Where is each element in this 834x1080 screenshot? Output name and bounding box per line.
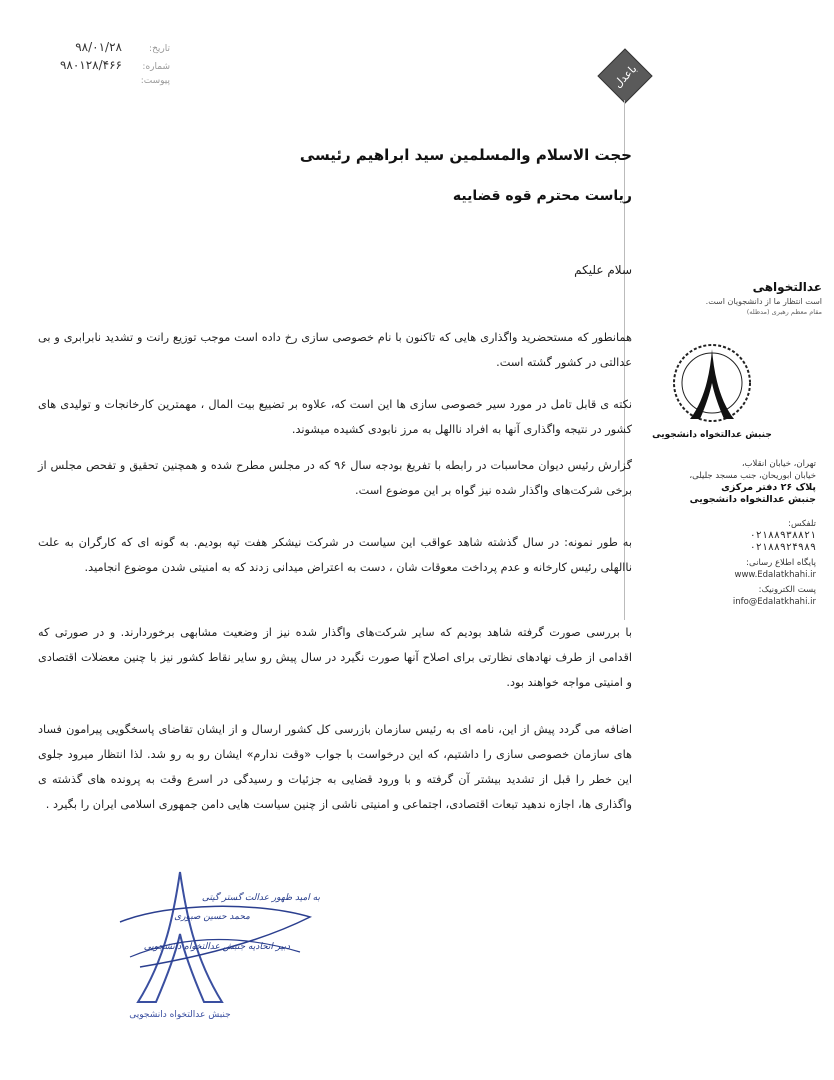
org-bold-name: جنبش عدالتخواه دانشجویی [689,494,816,505]
address-block [646,458,816,506]
address-line-3: پلاک ۲۶ دفتر مرکزی [721,482,816,493]
emblem-icon [652,335,772,445]
sidebar-header [644,280,822,316]
paragraph-1: همانطور که مستحضرید واگذاری هایی که تاکنون با نام خصوصی سازی رخ داده است موجب توزیع رانت و تشدید نابرابری و بی عدالتی در کشور گشته است. [38,331,632,369]
recipient-title: ریاست محترم قوه قضاییه [452,188,632,204]
recipient-name: حجت الاسلام والمسلمین سید ابراهیم رئیسی [299,146,632,164]
date-label: تاریخ: [149,44,170,54]
number-row [50,58,170,76]
phone-label: تلفکس: [788,519,816,529]
org-tagline: است انتظار ما از دانشجویان است. [705,297,822,306]
signature-name: محمد حسین صبوری [174,912,250,922]
contact-block [646,518,816,608]
org-logo [597,48,653,104]
paragraph-5: با بررسی صورت گرفته شاهد بودیم که سایر شرکت‌های واگذار شده نیز از وضعیت مشابهی برخوردارند. و در صورتی که اقدامی از طرف نهادهای نظارتی برای اصلاح آنها صورت نگیرد در سال پیش رو سایر نقاط کشور نیز با چنین معضلات اقتصادی و امنیتی مواجه خواهند بود. [38,626,632,689]
org-name: عدالتخواهی [752,280,822,294]
signature-title: دبیر اتحادیه جنبش عدالتخواه دانشجویی [143,942,290,952]
paragraph-4: به طور نمونه: در سال گذشته شاهد عواقب این سیاست در شرکت نیشکر هفت تپه بودیم. به گونه ای که کارگران به علت ناالهلی رئیس کارخانه و عدم پرداخت معوقات شان ، دست به اعتراض میدانی زدند که به امنیتی شدن موضوع انجامید. [38,536,632,574]
address-line-2: خیابان ابوریحان، جنب مسجد جلیلی، [689,471,816,481]
signature-line-1: به امید ظهور عدالت گستر گیتی [201,893,320,903]
greeting: سلام علیکم [574,263,632,277]
stamp-caption: جنبش عدالتخواه دانشجویی [129,1010,231,1020]
website-label: پایگاه اطلاع رسانی: [746,558,816,568]
email-link[interactable]: info@Edalatkhahi.ir [732,597,816,607]
phone-1: ۰۲۱۸۸۹۳۸۸۲۱ [749,530,816,541]
attachment-row [50,76,170,94]
number-value: ۹۸۰۱۲۸/۴۶۶ [59,58,122,72]
address-line-1: تهران، خیابان انقلاب، [741,459,816,469]
paragraph-6: اضافه می گردد پیش از این، نامه ای به رئیس سازمان بازرسی کل کشور ارسال و از ایشان تقاضای پاسخگویی پیرامون فساد های سازمان خصوصی سازی را داشتیم، که این درخواست با جواب «وقت ندارم» ایشان رو به رو شد. لذا انتظار میرود جلوی این خطر را قبل از تشدید بیشتر آن گرفته و با ورود قضایی به جزئیات و رسیدگی در اسرع وقت به پرونده های گذشته ی واگذاری ها، اجازه ندهید تبعات اقتصادی، اجتماعی و امنیتی ناشی از چنین سیاست هایی دامن جمهوری اسلامی ایران را بگیرد . [38,723,632,811]
date-row [50,40,170,58]
paragraph-2: نکته ی قابل تامل در مورد سیر خصوصی سازی ها این است که، علاوه بر تضییع بیت المال ، مهمترین کارخانجات و تولیدی های کشور در نتیجه واگذاری آنها به افراد ناالهل به مرز نابودی کشیده میشوند. [38,398,632,436]
email-label: پست الکترونیک: [758,585,816,595]
tagline-source: مقام معظم رهبری (مدظله) [746,308,822,316]
phone-2: ۰۲۱۸۸۹۲۴۹۸۹ [749,542,816,553]
website-link[interactable]: www.Edalatkhahi.ir [734,570,816,580]
date-value: ۹۸/۰۱/۲۸ [75,40,122,54]
attachment-label: پیوست: [140,76,170,86]
emblem-caption: جنبش عدالتخواه دانشجویی [652,430,772,440]
number-label: شماره: [142,62,170,72]
letter-meta [50,40,170,94]
logo-text: باعدل [611,62,640,91]
paragraph-3: گزارش رئیس دیوان محاسبات در رابطه با تفریغ بودجه سال ۹۶ که در مجلس مطرح شده و همچنین تحقیق و تفحص مجلس از برخی شرکت‌های واگذار شده نیز گواه بر این موضوع است. [38,459,632,497]
